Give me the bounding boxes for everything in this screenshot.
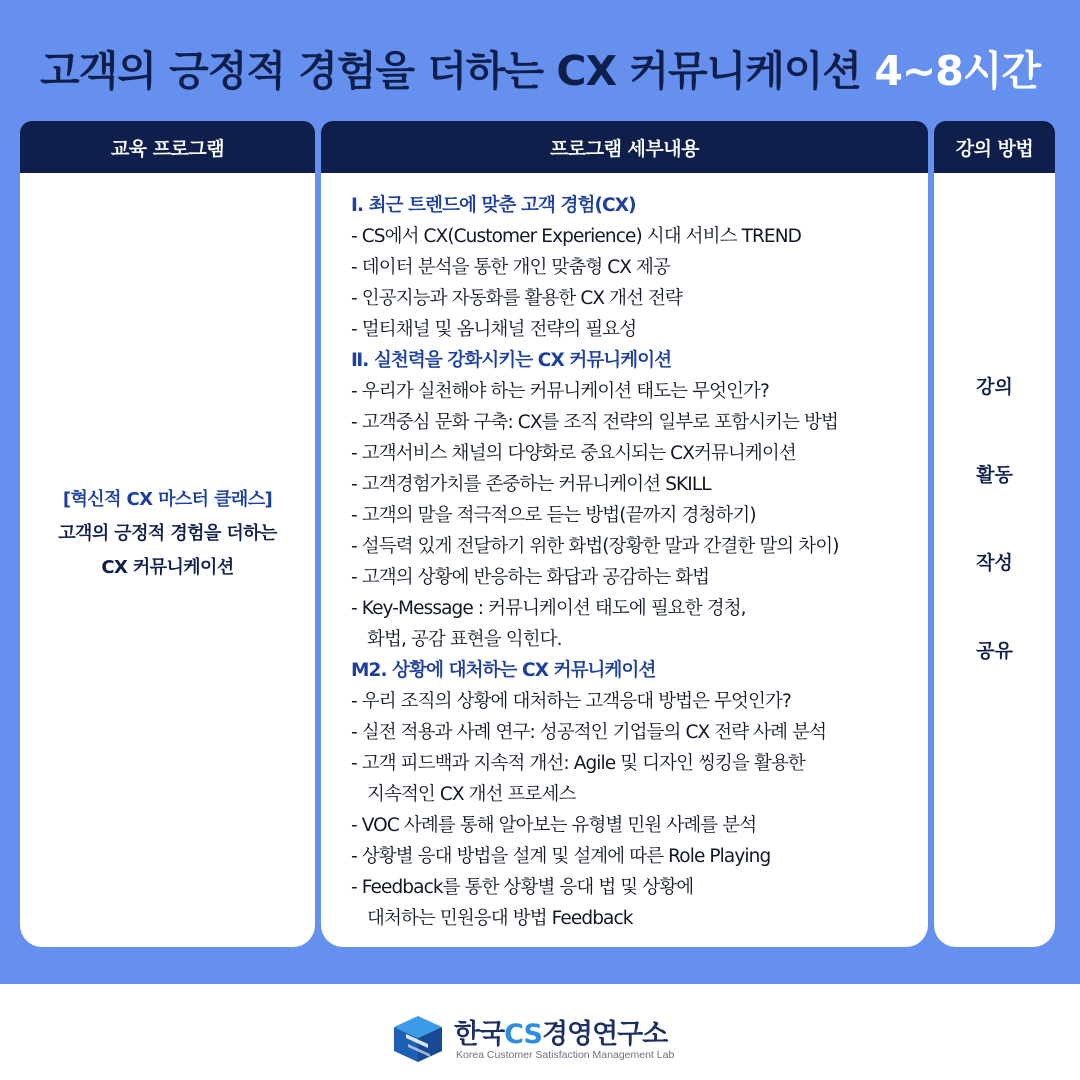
page-title xyxy=(0,38,1080,97)
detail-section-heading: Ⅰ. 최근 트렌드에 맞춘 고객 경험(CX) xyxy=(351,195,636,216)
detail-list-item: - Feedback를 통한 상황별 응대 법 및 상황에 xyxy=(351,877,694,898)
program-name xyxy=(20,483,315,585)
detail-list-item: 지속적인 CX 개선 프로세스 xyxy=(367,784,576,805)
method-list xyxy=(934,361,1055,713)
method-item: 강의 xyxy=(976,376,1013,398)
program-column-header: 교육 프로그램 xyxy=(20,121,315,173)
detail-list-item: - 설득력 있게 전달하기 위한 화법(장황한 말과 간결한 말의 차이) xyxy=(351,536,839,557)
detail-column-body xyxy=(321,173,928,947)
detail-list xyxy=(351,190,921,934)
program-name-line-2: 고객의 긍정적 경험을 더하는 xyxy=(58,523,277,544)
detail-list-item: - 데이터 분석을 통한 개인 맞춤형 CX 제공 xyxy=(351,257,670,278)
detail-list-item: - 우리가 실천해야 하는 커뮤니케이션 태도는 무엇인가? xyxy=(351,381,769,402)
method-column-header: 강의 방법 xyxy=(934,121,1055,173)
detail-column xyxy=(321,121,928,947)
program-name-line-3: CX 커뮤니케이션 xyxy=(101,557,234,578)
program-column-body xyxy=(20,173,315,947)
method-item: 공유 xyxy=(976,640,1013,662)
logo-title-korea: 한국 xyxy=(454,1019,505,1050)
program-name-line-1: [혁신적 CX 마스터 클래스] xyxy=(62,489,273,510)
method-column-body xyxy=(934,173,1055,947)
detail-list-item: - 고객의 상황에 반응하는 화답과 공감하는 화법 xyxy=(351,567,710,588)
detail-list-item: - 인공지능과 자동화를 활용한 CX 개선 전략 xyxy=(351,288,682,309)
detail-list-item: - 고객중심 문화 구축: CX를 조직 전략의 일부로 포함시키는 방법 xyxy=(351,412,839,433)
detail-list-item: 대처하는 민원응대 방법 Feedback xyxy=(367,908,633,929)
logo-subtitle: Korea Customer Satisfaction Management Lab xyxy=(456,1049,675,1061)
detail-section-heading: Ⅱ. 실천력을 강화시키는 CX 커뮤니케이션 xyxy=(351,350,672,371)
logo-cube-icon xyxy=(392,1014,444,1064)
logo-title-cs: CS xyxy=(504,1019,542,1050)
logo-title-lab: 경영연구소 xyxy=(541,1019,668,1050)
detail-list-item: - CS에서 CX(Customer Experience) 시대 서비스 TREND xyxy=(351,226,802,247)
page-title-duration: 4~8시간 xyxy=(874,47,1040,95)
detail-list-item: - 고객경험가치를 존중하는 커뮤니케이션 SKILL xyxy=(351,474,711,495)
logo-title xyxy=(454,1012,667,1051)
detail-list-item: - 멀티채널 및 옴니채널 전략의 필요성 xyxy=(351,319,637,340)
detail-list-item: - 고객서비스 채널의 다양화로 중요시되는 CX커뮤니케이션 xyxy=(351,443,796,464)
detail-section-heading: M2. 상황에 대처하는 CX 커뮤니케이션 xyxy=(351,660,656,681)
detail-list-item: - Key-Message : 커뮤니케이션 태도에 필요한 경청, xyxy=(351,598,746,619)
detail-list-item: 화법, 공감 표현을 익힌다. xyxy=(367,629,562,650)
program-column xyxy=(20,121,315,947)
detail-column-header: 프로그램 세부내용 xyxy=(321,121,928,173)
detail-list-item: - 실전 적용과 사례 연구: 성공적인 기업들의 CX 전략 사례 분석 xyxy=(351,722,827,743)
detail-list-item: - 고객 피드백과 지속적 개선: Agile 및 디자인 씽킹을 활용한 xyxy=(351,753,805,774)
detail-list-item: - 상황별 응대 방법을 설계 및 설계에 따른 Role Playing xyxy=(351,846,771,867)
company-logo xyxy=(392,1012,712,1068)
method-column xyxy=(934,121,1055,947)
method-item: 활동 xyxy=(976,464,1013,486)
page-title-main: 고객의 긍정적 경험을 더하는 CX 커뮤니케이션 xyxy=(40,47,862,95)
detail-list-item: - 우리 조직의 상황에 대처하는 고객응대 방법은 무엇인가? xyxy=(351,691,791,712)
detail-list-item: - 고객의 말을 적극적으로 듣는 방법(끝까지 경청하기) xyxy=(351,505,756,526)
detail-list-item: - VOC 사례를 통해 알아보는 유형별 민원 사례를 분석 xyxy=(351,815,757,836)
method-item: 작성 xyxy=(976,552,1013,574)
